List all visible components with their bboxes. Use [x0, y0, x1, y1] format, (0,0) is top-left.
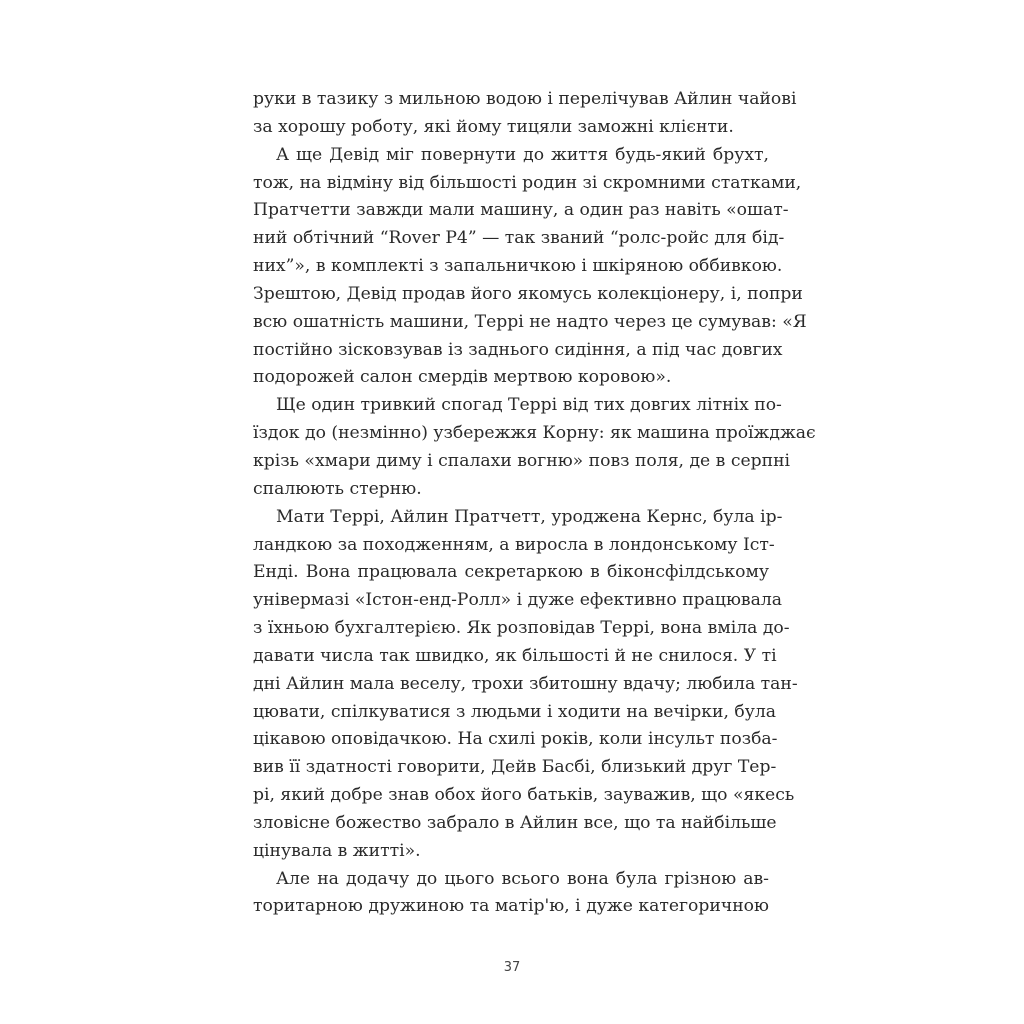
text-line: спалюють стерню.	[253, 478, 422, 499]
text-line: цікавою оповідачкою. На схилі років, коли інсульт позба-	[253, 729, 778, 750]
text-line: Пратчетти завжди мали машину, а один раз навіть «ошат-	[253, 200, 789, 221]
text-line: універмазі «Істон-енд-Ролл» і дуже ефективно працювала	[253, 590, 783, 611]
text-line: Зрештою, Девід продав його якомусь колекціонеру, і, попри	[253, 283, 803, 304]
text-line: Ще один тривкий спогад Террі від тих довгих літніх по-	[276, 395, 782, 416]
text-line: Мати Террі, Айлин Пратчетт, уроджена Кернс, була ір-	[276, 506, 783, 527]
text-line: торитарною дружиною та матір'ю, і дуже категоричною	[253, 896, 769, 917]
page-number: 37	[503, 960, 521, 975]
text-line: подорожей салон смердів мертвою коровою».	[253, 367, 672, 388]
text-line: зловісне божество забрало в Айлин все, що та найбільше	[253, 812, 777, 833]
text-line: цінувала в житті».	[253, 840, 421, 861]
text-line: ний обтічний “Rover P4” — так званий “ролс-ройс для бід-	[253, 228, 785, 249]
text-line: вив її здатності говорити, Дейв Басбі, близький друг Тер-	[253, 757, 777, 778]
text-line: крізь «хмари диму і спалахи вогню» повз поля, де в серпні	[253, 450, 791, 471]
text-line: ландкою за походженням, а виросла в лондонському Іст-	[253, 534, 775, 555]
text-line: Але на додачу до цього всього вона була грізною ав-	[276, 868, 769, 889]
text-line: рі, який добре знав обох його батьків, зауважив, що «якесь	[253, 785, 795, 806]
text-line: дні Айлин мала веселу, трохи збитошну вдачу; любила тан-	[253, 673, 798, 694]
text-line: тож, на відміну від більшості родин зі скромними статками,	[253, 172, 802, 193]
text-line: всю ошатність машини, Террі не надто через це сумував: «Я	[253, 311, 807, 332]
text-line: руки в тазику з мильною водою і перелічував Айлин чайові	[253, 89, 797, 109]
text-line: з їхньою бухгалтерією. Як розповідав Террі, вона вміла до-	[253, 618, 790, 639]
text-line: за хорошу роботу, які йому тицяли заможні клієнти.	[253, 116, 734, 137]
text-line: давати числа так швидко, як більшості й не снилося. У ті	[253, 645, 777, 666]
text-line: постійно зісковзував із заднього сидіння, а під час довгих	[253, 339, 783, 360]
text-line: А ще Девід міг повернути до життя будь-який брухт,	[276, 144, 769, 165]
text-line: їздок до (незмінно) узбережжя Корну: як машина проїжджає	[253, 423, 816, 444]
text-line: цювати, спілкуватися з людьми і ходити на вечірки, була	[253, 701, 777, 722]
body-text	[253, 86, 816, 921]
text-line: них”», в комплекті з запальничкою і шкіряною оббивкою.	[253, 256, 783, 277]
text-line: Енді. Вона працювала секретаркою в біконсфілдському	[253, 562, 769, 583]
